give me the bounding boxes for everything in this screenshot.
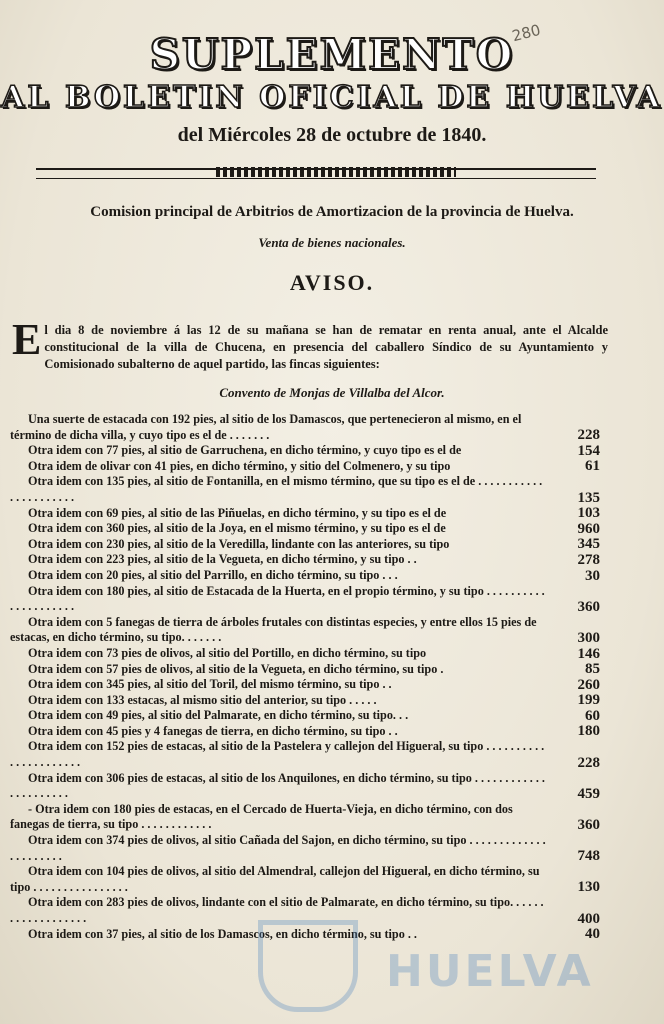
list-item [10, 568, 604, 584]
intro-text: l dia 8 de noviembre á las 12 de su mañana se han de rematar en renta anual, ante el Alcalde constitucional de la villa de Chucena, en presencia del caballero Síndico de su Ayuntamiento y Comisionado subalterno de aquel partido, las fincas siguientes: [44, 323, 608, 371]
list-item-text: Otra idem con 49 pies, al sitio del Palmarate, en dicho término, su tipo. . . [28, 708, 409, 723]
watermark-shield-icon [258, 920, 358, 1012]
list-item-text: Otra idem con 152 pies de estacas, al sitio de la Pastelera y callejon del Higueral, su tipo . . . . . . . . . . . . . . . . . . . . . . [10, 739, 545, 770]
list-item [10, 771, 604, 802]
list-item-value: 748 [577, 848, 600, 865]
list-item-text: - Otra idem con 180 pies de estacas, en el Cercado de Huerta-Vieja, en dicho término, con dos fanegas de tierra, su tipo . . . . . . . . . . . . [10, 801, 513, 832]
list-item-text: Otra idem con 77 pies, al sitio de Garruchena, en dicho término, y cuyo tipo es el de [28, 443, 462, 458]
list-item-value: 40 [585, 926, 600, 943]
convento-heading: Convento de Monjas de Villalba del Alcor. [219, 385, 445, 400]
list-item [10, 693, 604, 709]
list-item [10, 802, 604, 833]
list-item-value: 61 [585, 458, 600, 475]
list-item [10, 833, 604, 864]
list-item [10, 443, 604, 459]
list-item-text: Otra idem con 20 pies, al sitio del Parrillo, en dicho término, su tipo . . . [28, 567, 398, 582]
list-item-value: 260 [577, 676, 600, 693]
list-item-value: 360 [577, 817, 600, 834]
list-item-value: 30 [585, 567, 600, 584]
list-item-value: 345 [577, 536, 600, 553]
rule-ornament [216, 167, 456, 177]
list-item-text: Una suerte de estacada con 192 pies, al sitio de los Damascos, que pertenecieron al mismo, en el término de dicha villa, y cuyo tipo es el de . . . . . . . [10, 412, 522, 442]
list-item [10, 677, 604, 693]
handwritten-page-number: 280 [510, 20, 543, 46]
list-item-text: Otra idem con 223 pies, al sitio de la Vegueta, en dicho término, y su tipo . . [28, 552, 417, 567]
list-item [10, 708, 604, 724]
list-item-text: Otra idem con 283 pies de olivos, lindante con el sitio de Palmarate, en dicho término, su tipo. . . . . . . . . . . . . . . . . . . [10, 895, 544, 925]
list-item-value: 60 [585, 707, 600, 724]
list-item-value: 85 [585, 661, 600, 678]
list-item-value: 154 [577, 442, 600, 459]
list-item [10, 412, 604, 443]
list-item-value: 135 [577, 489, 600, 506]
list-item [10, 474, 604, 505]
list-item [10, 739, 604, 770]
list-item-text: Otra idem con 180 pies, al sitio de Estacada de la Huerta, en el propio término, y su tipo . . . . . . . . . . . . . . . . . . . . . [10, 583, 545, 614]
list-item-value: 360 [577, 598, 600, 615]
venta-subheading: Venta de bienes nacionales. [258, 235, 406, 250]
list-item [10, 615, 604, 646]
list-item-value: 300 [577, 629, 600, 646]
list-item [10, 521, 604, 537]
list-item-text: Otra idem con 230 pies, al sitio de la Veredilla, lindante con las anteriores, su tipo [28, 536, 450, 551]
intro-paragraph [12, 315, 608, 373]
list-item-text: Otra idem con 73 pies de olivos, al sitio del Portillo, en dicho término, su tipo [28, 645, 427, 660]
list-item-text: Otra idem con 104 pies de olivos, al sitio del Almendral, callejon del Higueral, en dicho término, su tipo . . . . . . . . . . . . . . . . [10, 864, 540, 894]
list-item [10, 459, 604, 475]
drop-cap: E [12, 315, 42, 364]
comision-heading: Comision principal de Arbitrios de Amortizacion de la provincia de Huelva. [90, 204, 574, 220]
title-boletin: AL BOLETIN OFICIAL DE HUELVA [1, 80, 663, 115]
watermark-text: HUELVA [386, 946, 594, 997]
list-item [10, 662, 604, 678]
list-item-text: Otra idem con 5 fanegas de tierra de árboles frutales con distintas especies, y entre ellos 15 pies de estacas, en dicho término, su tipo. . . . . . . [10, 614, 537, 645]
list-item [10, 552, 604, 568]
list-item-value: 459 [577, 785, 600, 802]
list-item-text: Otra idem con 69 pies, al sitio de las Piñuelas, en dicho término, y su tipo es el de [28, 505, 447, 520]
aviso-heading: AVISO. [289, 270, 375, 295]
list-item-text: Otra idem de olivar con 41 pies, en dicho término, y sitio del Colmenero, y su tipo [28, 458, 451, 473]
list-item-text: Otra idem con 45 pies y 4 fanegas de tierra, en dicho término, su tipo . . [28, 723, 398, 738]
list-item-text: Otra idem con 374 pies de olivos, al sitio Cañada del Sajon, en dicho término, su tipo . . . . . . . . . . . . . . . . . . . . . . [10, 833, 546, 863]
list-item-text: Otra idem con 345 pies, al sitio del Toril, del mismo término, su tipo . . [28, 677, 392, 692]
list-item [10, 506, 604, 522]
list-item-value: 228 [577, 427, 600, 444]
list-item-value: 199 [577, 692, 600, 709]
list-item-text: Otra idem con 133 estacas, al mismo sitio del anterior, su tipo . . . . . [28, 692, 377, 707]
list-item-value: 278 [577, 551, 600, 568]
list-item-value: 400 [577, 910, 600, 927]
list-item-text: Otra idem con 37 pies, al sitio de los Damascos, en dicho término, su tipo . . [28, 926, 417, 941]
list-item-value: 228 [577, 754, 600, 771]
list-item-value: 146 [577, 645, 600, 662]
list-item [10, 724, 604, 740]
list-item [10, 864, 604, 895]
list-item-text: Otra idem con 360 pies, al sitio de la Joya, en el mismo término, y su tipo es el de [28, 521, 446, 536]
ornamental-rule [36, 168, 596, 179]
list-item [10, 537, 604, 553]
list-item [10, 584, 604, 615]
list-item-text: Otra idem con 135 pies, al sitio de Fontanilla, en el mismo término, que su tipo es el de . . . . . . . . . . . . . . . . . . . . . . [10, 474, 543, 504]
date-line: del Miércoles 28 de octubre de 1840. [177, 124, 487, 146]
list-item-value: 103 [577, 505, 600, 522]
list-item-value: 960 [577, 520, 600, 537]
property-list [10, 412, 604, 942]
list-item-value: 130 [577, 879, 600, 896]
title-suplemento: SUPLEMENTO [149, 30, 515, 79]
list-item-text: Otra idem con 306 pies de estacas, al sitio de los Anquilones, en dicho término, su tipo . . . . . . . . . . . . . . . . . . . . . . [10, 770, 545, 801]
list-item-text: Otra idem con 57 pies de olivos, al sitio de la Vegueta, en dicho término, su tipo . [28, 661, 444, 676]
list-item-value: 180 [577, 723, 600, 740]
list-item [10, 646, 604, 662]
